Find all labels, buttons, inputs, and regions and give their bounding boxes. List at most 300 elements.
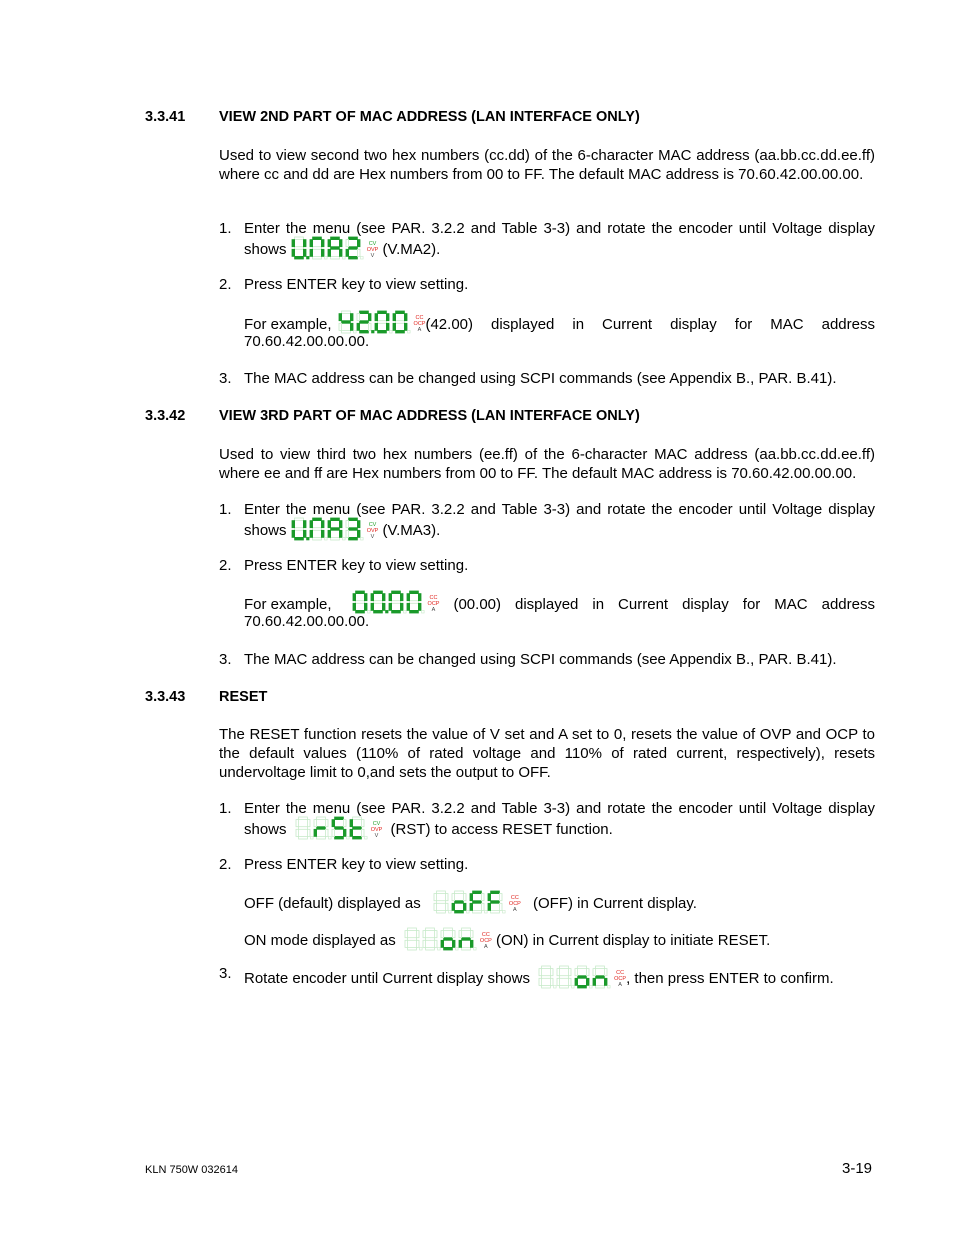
segment-c: [307, 829, 310, 836]
step-text: Enter the menu (see PAR. 3.2.2 and Table 3-3) and rotate the encoder until Voltage display: [244, 220, 875, 237]
step-number: 3.: [219, 651, 232, 668]
segment-c: [499, 903, 502, 910]
step-text: (V.MA3).: [382, 521, 441, 539]
segment-g: [298, 827, 307, 830]
current-indicator-icon: [614, 970, 626, 988]
step-number: 2.: [219, 276, 232, 293]
segment-e: [407, 603, 410, 610]
step-number: 3.: [219, 370, 232, 387]
indicator-cv: CV: [368, 241, 377, 247]
segment-dot: [371, 330, 374, 333]
segment-a: [408, 928, 417, 931]
indicator-cc: CC: [415, 315, 424, 321]
segment-f: [389, 594, 392, 601]
segment-b: [350, 314, 353, 321]
example-prefix: For example,: [244, 315, 332, 333]
segment-dot: [310, 836, 313, 839]
segment-g: [542, 976, 551, 979]
segment-b: [325, 820, 328, 827]
segment-e: [441, 940, 444, 947]
segment-e: [346, 530, 349, 537]
segment-c: [400, 603, 403, 610]
segment-g: [596, 976, 605, 979]
current-indicator-icon: [480, 932, 492, 950]
segment-e: [292, 249, 295, 256]
off-after: (OFF) in Current display.: [533, 894, 697, 912]
segment-c: [357, 530, 360, 537]
indicator-cv: CV: [368, 522, 377, 528]
segment-a: [473, 891, 482, 894]
segment-d: [312, 256, 321, 259]
seven-seg-display-rst: [295, 816, 369, 844]
step-line: [244, 965, 834, 993]
segment-c: [321, 249, 324, 256]
segment-e: [350, 829, 353, 836]
segment-e: [310, 530, 313, 537]
segment-f: [328, 521, 331, 528]
current-indicator-icon: [428, 595, 440, 613]
segment-a: [298, 817, 307, 820]
indicator-cc: CC: [429, 595, 438, 601]
segment-g: [355, 601, 364, 604]
segment-e: [393, 323, 396, 330]
segment-f: [357, 314, 360, 321]
segment-d: [462, 947, 471, 950]
segment-dot: [455, 947, 458, 950]
segment-e: [314, 829, 317, 836]
segment-g: [491, 901, 500, 904]
segment-b: [303, 521, 306, 528]
segment-d: [437, 910, 446, 913]
segment-b: [339, 240, 342, 247]
segment-e: [405, 940, 408, 947]
step-number: 1.: [219, 800, 232, 817]
segment-g: [330, 528, 339, 531]
segment-dot: [385, 610, 388, 613]
segment-dot: [364, 836, 367, 839]
segment-e: [339, 323, 342, 330]
segment-a: [316, 817, 325, 820]
segment-c: [587, 978, 590, 985]
segment-f: [310, 521, 313, 528]
step-number: 2.: [219, 856, 232, 873]
segment-a: [348, 237, 357, 240]
segment-dot: [572, 985, 575, 988]
segment-a: [462, 928, 471, 931]
seven-seg-display-on: [404, 927, 478, 955]
segment-e: [357, 323, 360, 330]
segment-e: [389, 603, 392, 610]
segment-f: [470, 894, 473, 901]
example-text: 70.60.42.00.00.00.: [244, 613, 370, 630]
segment-e: [459, 940, 462, 947]
step-text: Enter the menu (see PAR. 3.2.2 and Table 3-3) and rotate the encoder until Voltage display: [244, 800, 875, 817]
segment-dot: [403, 610, 406, 613]
segment-d: [444, 947, 453, 950]
indicator-v: V: [374, 833, 379, 839]
indicator-ocp: OCP: [508, 901, 521, 907]
segment-dot: [306, 537, 309, 540]
segment-a: [373, 591, 382, 594]
example-text: 70.60.42.00.00.00.: [244, 333, 370, 350]
seven-seg-svg: [433, 890, 507, 914]
indicator-a: A: [618, 982, 622, 988]
segment-c: [386, 323, 389, 330]
segment-c: [343, 829, 346, 836]
segment-c: [357, 249, 360, 256]
segment-e: [593, 978, 596, 985]
segment-a: [395, 311, 404, 314]
seven-seg-display-on-confirm: [538, 965, 612, 993]
segment-d: [409, 610, 418, 613]
segment-g: [312, 528, 321, 531]
section-title-3-3-43: RESET: [219, 689, 268, 705]
segment-dot: [421, 610, 424, 613]
segment-c: [463, 903, 466, 910]
segment-d: [298, 836, 307, 839]
segment-a: [334, 817, 343, 820]
segment-b: [463, 894, 466, 901]
segment-g: [330, 247, 339, 250]
segment-e: [488, 903, 491, 910]
step-text: Press ENTER key to view setting.: [244, 557, 469, 574]
segment-f: [375, 314, 378, 321]
segment-a: [359, 311, 368, 314]
segment-b: [321, 521, 324, 528]
segment-e: [292, 530, 295, 537]
segment-g: [294, 247, 303, 250]
step-text: (V.MA2).: [382, 240, 441, 258]
voltage-indicator-icon: [367, 241, 379, 259]
segment-c: [445, 903, 448, 910]
segment-b: [551, 969, 554, 976]
step-number: 1.: [219, 220, 232, 237]
seven-seg-svg: [338, 310, 412, 334]
segment-c: [350, 323, 353, 330]
segment-c: [404, 323, 407, 330]
segment-f: [593, 969, 596, 976]
segment-c: [303, 530, 306, 537]
indicator-cc: CC: [510, 895, 519, 901]
segment-e: [375, 323, 378, 330]
segment-a: [294, 237, 303, 240]
seven-seg-display-vma3: [291, 517, 365, 545]
segment-b: [361, 820, 364, 827]
segment-g: [334, 827, 343, 830]
segment-g: [377, 321, 386, 324]
segment-e: [539, 978, 542, 985]
segment-e: [353, 603, 356, 610]
segment-d: [294, 256, 303, 259]
segment-a: [330, 237, 339, 240]
segment-e: [328, 249, 331, 256]
segment-d: [473, 910, 482, 913]
segment-b: [303, 240, 306, 247]
current-indicator-icon: [509, 895, 521, 913]
segment-e: [575, 978, 578, 985]
section-intro-3-3-42: Used to view third two hex numbers (ee.ff) of the 6-character MAC address (aa.bb.cc.dd.ee.ff) where ee and ff are Hex numbers from 00 to FF. The default MAC address is 70.60.42.00.00.00.: [219, 446, 875, 482]
segment-dot: [389, 330, 392, 333]
segment-d: [373, 610, 382, 613]
indicator-ocp: OCP: [614, 976, 627, 982]
step-text: shows: [244, 521, 287, 539]
segment-g: [352, 827, 361, 830]
segment-dot: [466, 910, 469, 913]
step-line: [244, 816, 613, 844]
segment-b: [445, 894, 448, 901]
segment-f: [346, 240, 349, 247]
segment-c: [481, 903, 484, 910]
segment-g: [409, 601, 418, 604]
example-prefix: For example,: [244, 595, 332, 613]
segment-d: [491, 910, 500, 913]
segment-a: [455, 891, 464, 894]
segment-f: [575, 969, 578, 976]
segment-g: [341, 321, 350, 324]
segment-d: [348, 256, 357, 259]
seven-seg-svg: [538, 965, 612, 989]
segment-f: [339, 314, 342, 321]
segment-f: [328, 240, 331, 247]
segment-b: [307, 820, 310, 827]
section-number-3-3-42: 3.3.42: [145, 408, 186, 424]
segment-c: [368, 323, 371, 330]
segment-f: [346, 521, 349, 528]
segment-d: [560, 985, 569, 988]
section-title-3-3-41: VIEW 2ND PART OF MAC ADDRESS (LAN INTERFACE ONLY): [219, 109, 640, 125]
segment-d: [578, 985, 587, 988]
segment-b: [343, 820, 346, 827]
segment-d: [542, 985, 551, 988]
segment-g: [408, 938, 417, 941]
step-text: Rotate encoder until Current display shows: [244, 969, 530, 987]
segment-c: [339, 530, 342, 537]
segment-g: [316, 827, 325, 830]
segment-dot: [437, 947, 440, 950]
segment-d: [377, 330, 386, 333]
step-text: , then press ENTER to confirm.: [626, 969, 834, 987]
segment-dot: [484, 910, 487, 913]
step-text: The MAC address can be changed using SCPI commands (see Appendix B., PAR. B.41).: [244, 651, 837, 668]
segment-e: [423, 940, 426, 947]
segment-f: [332, 820, 335, 827]
segment-d: [395, 330, 404, 333]
segment-d: [426, 947, 435, 950]
segment-f: [459, 931, 462, 938]
segment-dot: [590, 985, 593, 988]
segment-c: [434, 940, 437, 947]
segment-c: [339, 249, 342, 256]
segment-b: [382, 594, 385, 601]
segment-dot: [407, 330, 410, 333]
indicator-v: V: [370, 534, 375, 540]
segment-b: [499, 894, 502, 901]
segment-dot: [502, 910, 505, 913]
indicator-ovp: OVP: [370, 827, 383, 833]
step-line: [244, 517, 440, 545]
segment-e: [371, 603, 374, 610]
segment-g: [348, 247, 357, 250]
segment-a: [377, 311, 386, 314]
step-text: The MAC address can be changed using SCPI commands (see Appendix B., PAR. B.41).: [244, 370, 837, 387]
segment-d: [391, 610, 400, 613]
seven-seg-svg: [291, 236, 365, 260]
example-text: (42.00) displayed in Current display for MAC address: [425, 315, 875, 333]
segment-f: [310, 240, 313, 247]
segment-b: [400, 594, 403, 601]
section-number-3-3-43: 3.3.43: [145, 689, 186, 705]
segment-c: [605, 978, 608, 985]
segment-f: [441, 931, 444, 938]
segment-c: [382, 603, 385, 610]
segment-d: [408, 947, 417, 950]
segment-f: [407, 594, 410, 601]
seven-seg-display-off: [433, 890, 507, 918]
segment-c: [364, 603, 367, 610]
section-number-3-3-41: 3.3.41: [145, 109, 186, 125]
on-after: (ON) in Current display to initiate RESET.: [496, 931, 771, 949]
segment-a: [312, 518, 321, 521]
seven-seg-svg: [291, 517, 365, 541]
segment-b: [470, 931, 473, 938]
segment-f: [393, 314, 396, 321]
step-text: Press ENTER key to view setting.: [244, 856, 469, 873]
segment-e: [434, 903, 437, 910]
segment-g: [373, 601, 382, 604]
segment-c: [418, 603, 421, 610]
segment-g: [348, 528, 357, 531]
segment-e: [310, 249, 313, 256]
segment-f: [488, 894, 491, 901]
indicator-ovp: OVP: [366, 528, 379, 534]
indicator-a: A: [484, 944, 488, 950]
segment-g: [294, 528, 303, 531]
segment-dot: [360, 256, 363, 259]
segment-b: [434, 931, 437, 938]
indicator-a: A: [431, 607, 436, 613]
segment-d: [330, 256, 339, 259]
indicator-v: V: [370, 253, 375, 259]
segment-d: [596, 985, 605, 988]
footer-page-number: 3-19: [842, 1160, 873, 1177]
segment-a: [352, 817, 361, 820]
segment-a: [341, 311, 350, 314]
segment-dot: [342, 537, 345, 540]
step-number: 1.: [219, 501, 232, 518]
indicator-ovp: OVP: [366, 247, 379, 253]
step-text: (RST) to access RESET function.: [390, 820, 613, 838]
section-intro-3-3-43: The RESET function resets the value of V set and A set to 0, resets the value of OVP and OCP to the default values (110% of rated voltage and 110% of rated current, respectively), resets undervoltage limit to 0,and sets the output to OFF.: [219, 726, 875, 781]
indicator-ocp: OCP: [427, 601, 440, 607]
segment-b: [339, 521, 342, 528]
segment-b: [452, 931, 455, 938]
segment-f: [371, 594, 374, 601]
off-line: [244, 890, 697, 918]
segment-e: [557, 978, 560, 985]
segment-c: [452, 940, 455, 947]
off-prefix: OFF (default) displayed as: [244, 894, 421, 912]
segment-e: [328, 530, 331, 537]
segment-e: [296, 829, 299, 836]
segment-e: [332, 829, 335, 836]
segment-a: [491, 891, 500, 894]
segment-e: [470, 903, 473, 910]
segment-b: [587, 969, 590, 976]
segment-b: [418, 594, 421, 601]
segment-b: [357, 240, 360, 247]
segment-g: [462, 938, 471, 941]
segment-a: [426, 928, 435, 931]
segment-f: [539, 969, 542, 976]
indicator-a: A: [417, 327, 422, 333]
segment-d: [294, 537, 303, 540]
voltage-indicator-icon: [371, 821, 383, 839]
segment-dot: [608, 985, 611, 988]
segment-d: [352, 836, 361, 839]
segment-g: [455, 901, 464, 904]
step-line: [244, 236, 440, 264]
segment-b: [364, 594, 367, 601]
segment-a: [391, 591, 400, 594]
segment-d: [455, 910, 464, 913]
segment-g: [391, 601, 400, 604]
current-indicator-icon: [414, 315, 426, 333]
step-text: Press ENTER key to view setting.: [244, 276, 469, 293]
segment-a: [596, 966, 605, 969]
segment-b: [416, 931, 419, 938]
seven-seg-svg: [352, 590, 426, 614]
segment-b: [404, 314, 407, 321]
segment-c: [470, 940, 473, 947]
section-title-3-3-42: VIEW 3RD PART OF MAC ADDRESS (LAN INTERFACE ONLY): [219, 408, 640, 424]
segment-d: [334, 836, 343, 839]
segment-a: [348, 518, 357, 521]
example-text: (00.00) displayed in Current display for MAC address: [453, 595, 875, 613]
segment-b: [386, 314, 389, 321]
segment-dot: [342, 256, 345, 259]
segment-a: [330, 518, 339, 521]
segment-f: [292, 240, 295, 247]
indicator-cc: CC: [481, 932, 490, 938]
segment-a: [578, 966, 587, 969]
segment-g: [560, 976, 569, 979]
segment-b: [569, 969, 572, 976]
segment-f: [423, 931, 426, 938]
indicator-ocp: OCP: [479, 938, 492, 944]
segment-dot: [306, 256, 309, 259]
segment-f: [350, 820, 353, 827]
segment-dot: [473, 947, 476, 950]
segment-c: [551, 978, 554, 985]
segment-f: [434, 894, 437, 901]
segment-g: [437, 901, 446, 904]
footer-doc-id: KLN 750W 032614: [145, 1164, 238, 1176]
segment-c: [416, 940, 419, 947]
step-text: shows: [244, 240, 287, 258]
segment-a: [294, 518, 303, 521]
segment-f: [296, 820, 299, 827]
segment-b: [357, 521, 360, 528]
step-text: Enter the menu (see PAR. 3.2.2 and Table 3-3) and rotate the encoder until Voltage display: [244, 501, 875, 518]
segment-a: [444, 928, 453, 931]
segment-b: [481, 894, 484, 901]
segment-g: [359, 321, 368, 324]
indicator-cv: CV: [372, 821, 381, 827]
seven-seg-svg: [295, 816, 369, 840]
on-line: [244, 927, 770, 955]
segment-a: [409, 591, 418, 594]
segment-c: [361, 829, 364, 836]
